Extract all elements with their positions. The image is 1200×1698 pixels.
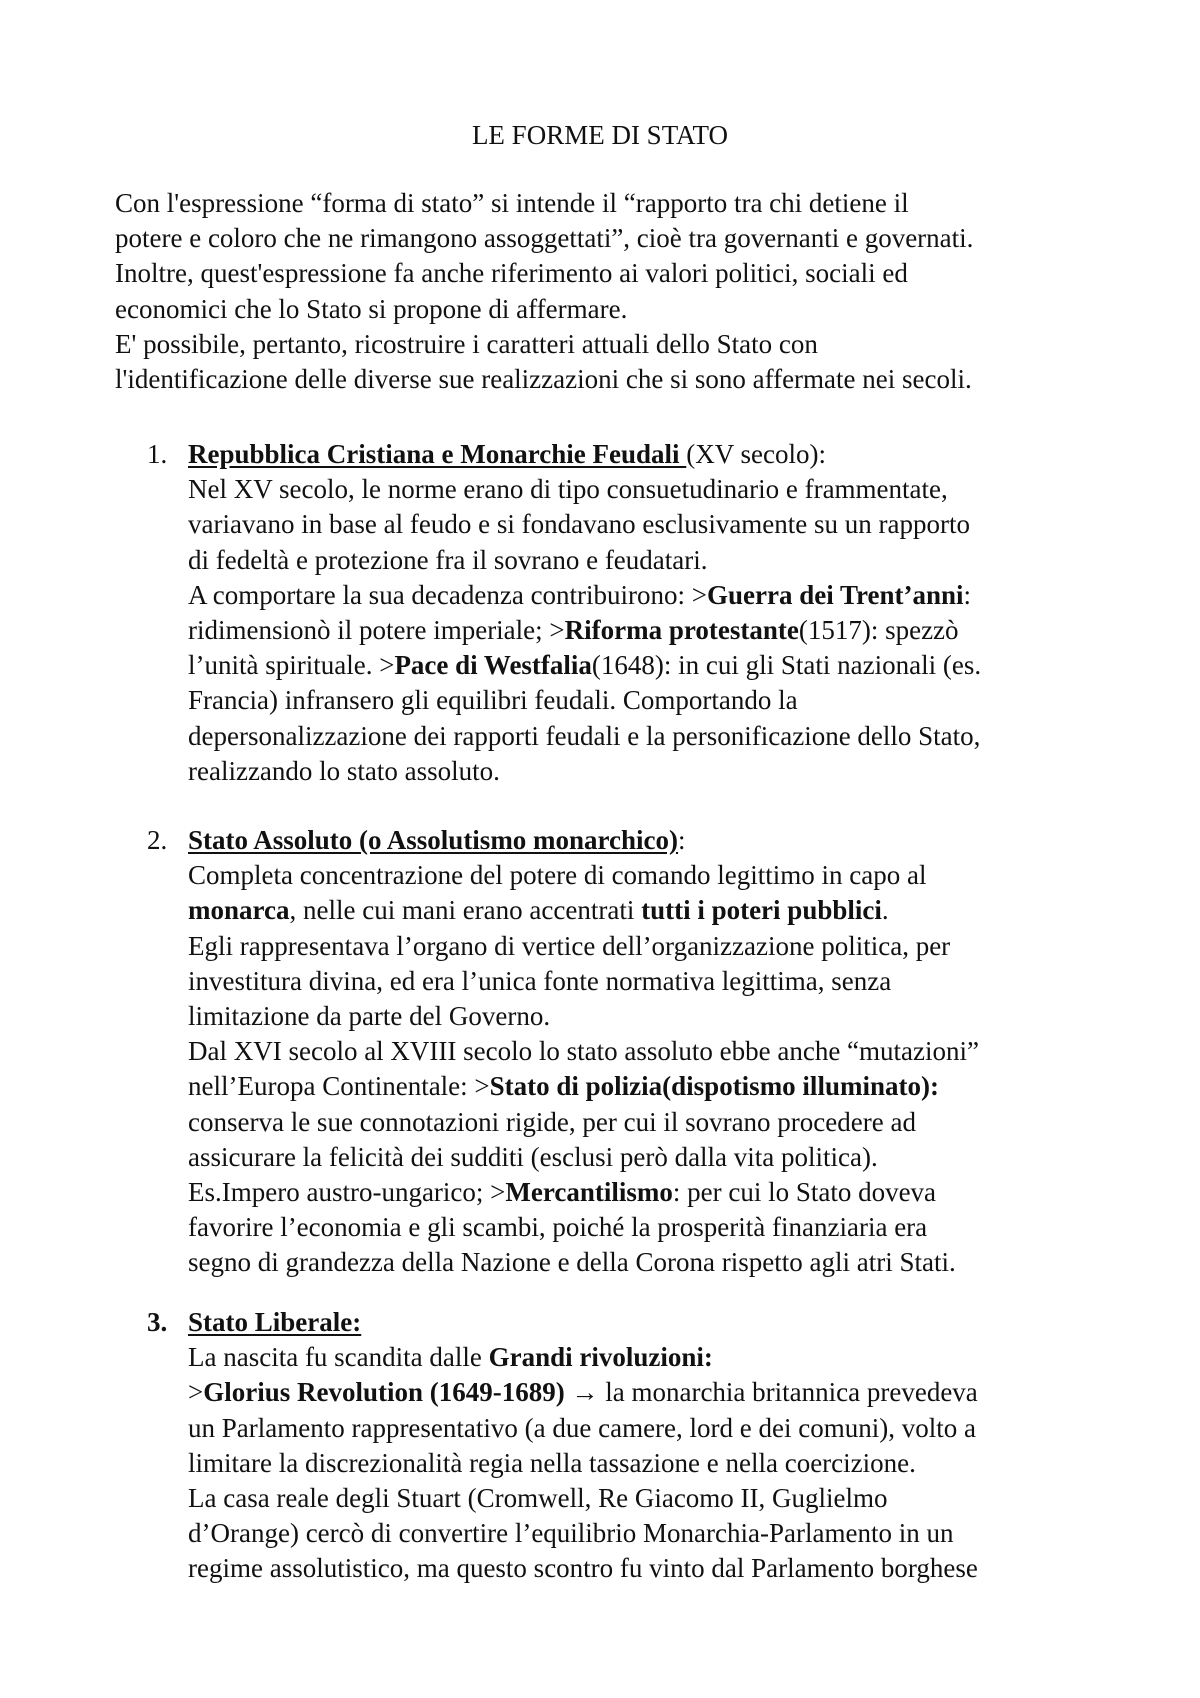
body-line bbox=[188, 964, 1188, 999]
text-run: variavano in base al feudo e si fondavano esclusivamente su un rapporto bbox=[188, 509, 970, 540]
body-line bbox=[188, 893, 1188, 928]
section-1 bbox=[147, 437, 1188, 789]
body-line bbox=[188, 1551, 1188, 1586]
body-line bbox=[188, 1446, 1188, 1481]
intro-line: E' possibile, pertanto, ricostruire i caratteri attuali dello Stato con bbox=[115, 328, 818, 359]
body-line bbox=[188, 1516, 1188, 1551]
body-line bbox=[188, 578, 1188, 613]
text-run: ridimensionò il potere imperiale; > bbox=[188, 615, 565, 646]
section-number: 2. bbox=[147, 825, 168, 855]
body-line bbox=[188, 754, 1188, 789]
section-heading-suffix: : bbox=[678, 825, 686, 855]
body-line bbox=[188, 1175, 1188, 1210]
section-2 bbox=[147, 823, 1188, 1281]
text-run: favorire l’economia e gli scambi, poiché la prosperità finanziaria era bbox=[188, 1212, 928, 1243]
text-run: La nascita fu scandita dalle bbox=[188, 1342, 489, 1373]
body-line bbox=[188, 719, 1188, 754]
section-heading-line bbox=[188, 1305, 1188, 1340]
intro-line: l'identificazione delle diverse sue realizzazioni che si sono affermate nei secoli. bbox=[115, 364, 972, 395]
text-run: assicurare la felicità dei sudditi (esclusi però dalla vita politica). bbox=[188, 1141, 878, 1172]
section-heading: Repubblica Cristiana e Monarchie Feudali bbox=[188, 439, 687, 469]
bold-text: Riforma protestante bbox=[564, 615, 799, 646]
text-run: di fedeltà e protezione fra il sovrano e feudatari. bbox=[188, 544, 708, 575]
text-run: Completa concentrazione del potere di comando legittimo in capo al bbox=[188, 860, 927, 891]
body-line bbox=[188, 472, 1188, 507]
text-run: realizzando lo stato assoluto. bbox=[188, 755, 500, 786]
bold-text: Glorius Revolution (1649-1689) bbox=[203, 1377, 572, 1408]
text-run: l’unità spirituale. > bbox=[188, 650, 395, 681]
section-body bbox=[188, 472, 1188, 789]
text-run: segno di grandezza della Nazione e della Corona rispetto agli atri Stati. bbox=[188, 1247, 956, 1278]
section-heading-line bbox=[188, 437, 1188, 472]
text-run: conserva le sue connotazioni rigide, per cui il sovrano procedere ad bbox=[188, 1106, 916, 1137]
body-line bbox=[188, 1034, 1188, 1069]
body-line bbox=[188, 1210, 1188, 1245]
text-run: Egli rappresentava l’organo di vertice dell’organizzazione politica, per bbox=[188, 930, 951, 961]
section-heading: Stato Assoluto (o Assolutismo monarchico) bbox=[188, 825, 679, 855]
text-run: . bbox=[881, 895, 889, 926]
text-run: > bbox=[188, 1377, 204, 1408]
text-run: → la monarchia britannica prevedeva bbox=[571, 1377, 978, 1408]
body-line bbox=[188, 683, 1188, 718]
body-line bbox=[188, 858, 1188, 893]
text-run: Francia) infransero gli equilibri feudali. Comportando la bbox=[188, 685, 798, 716]
intro-line: economici che lo Stato si propone di affermare. bbox=[115, 293, 628, 324]
body-line bbox=[188, 543, 1188, 578]
bold-text: Stato di polizia(dispotismo illuminato): bbox=[489, 1071, 939, 1102]
text-run: : per cui lo Stato doveva bbox=[672, 1177, 937, 1208]
bold-text: Mercantilismo bbox=[505, 1177, 673, 1208]
bold-text: Guerra dei Trent’anni bbox=[707, 579, 964, 610]
section-heading-line bbox=[188, 823, 1188, 858]
text-run: : bbox=[963, 579, 972, 610]
bold-text: Pace di Westfalia bbox=[394, 650, 592, 681]
intro-line: potere e coloro che ne rimangono assoggettati”, cioè tra governanti e governati. bbox=[115, 223, 974, 254]
text-run: La casa reale degli Stuart (Cromwell, Re Giacomo II, Guglielmo bbox=[188, 1483, 888, 1514]
body-line bbox=[188, 999, 1188, 1034]
body-line bbox=[188, 648, 1188, 683]
intro-line: Con l'espressione “forma di stato” si intende il “rapporto tra chi detiene il bbox=[115, 188, 909, 218]
body-line bbox=[188, 1411, 1188, 1446]
text-run: un Parlamento rappresentativo (a due camere, lord e dei comuni), volto a bbox=[188, 1412, 976, 1443]
body-line bbox=[188, 929, 1188, 964]
text-run: (1517): spezzò bbox=[798, 615, 959, 646]
section-number: 3. bbox=[147, 1307, 168, 1337]
section-heading-suffix: (XV secolo): bbox=[686, 439, 826, 469]
body-line bbox=[188, 1105, 1188, 1140]
text-run: Nel XV secolo, le norme erano di tipo consuetudinario e frammentate, bbox=[188, 474, 948, 505]
section-number: 1. bbox=[147, 439, 168, 469]
body-line bbox=[188, 613, 1188, 648]
intro-line: Inoltre, quest'espressione fa anche riferimento ai valori politici, sociali ed bbox=[115, 258, 908, 289]
text-run: limitare la discrezionalità regia nella tassazione e nella coercizione. bbox=[188, 1447, 916, 1478]
body-line bbox=[188, 1375, 1188, 1410]
page-title: LE FORME DI STATO bbox=[471, 120, 729, 150]
section-body bbox=[188, 1340, 1188, 1586]
section-heading: Stato Liberale: bbox=[188, 1307, 362, 1337]
body-line bbox=[188, 1481, 1188, 1516]
body-line bbox=[188, 1069, 1188, 1104]
text-run: depersonalizzazione dei rapporti feudali e la personificazione dello Stato, bbox=[188, 720, 981, 751]
body-line bbox=[188, 507, 1188, 542]
text-run: limitazione da parte del Governo. bbox=[188, 1001, 551, 1032]
text-run: nell’Europa Continentale: > bbox=[188, 1071, 490, 1102]
text-run: , nelle cui mani erano accentrati bbox=[289, 895, 642, 926]
section-3 bbox=[147, 1305, 1188, 1587]
body-line bbox=[188, 1140, 1188, 1175]
bold-text: tutti i poteri pubblici bbox=[641, 895, 882, 926]
text-run: (1648): in cui gli Stati nazionali (es. bbox=[591, 650, 982, 681]
text-run: regime assolutistico, ma questo scontro fu vinto dal Parlamento borghese bbox=[188, 1553, 978, 1584]
bold-text: Grandi rivoluzioni: bbox=[488, 1342, 713, 1373]
text-run: investitura divina, ed era l’unica fonte normativa legittima, senza bbox=[188, 965, 892, 996]
body-line bbox=[188, 1340, 1188, 1375]
bold-text: monarca bbox=[188, 895, 290, 926]
text-run: A comportare la sua decadenza contribuirono: > bbox=[188, 579, 708, 610]
body-line bbox=[188, 1245, 1188, 1280]
text-run: d’Orange) cercò di convertire l’equilibrio Monarchia-Parlamento in un bbox=[188, 1518, 954, 1549]
intro-paragraph bbox=[115, 186, 1165, 397]
text-run: Es.Impero austro-ungarico; > bbox=[188, 1177, 506, 1208]
section-body bbox=[188, 858, 1188, 1280]
text-run: Dal XVI secolo al XVIII secolo lo stato assoluto ebbe anche “mutazioni” bbox=[188, 1036, 979, 1067]
